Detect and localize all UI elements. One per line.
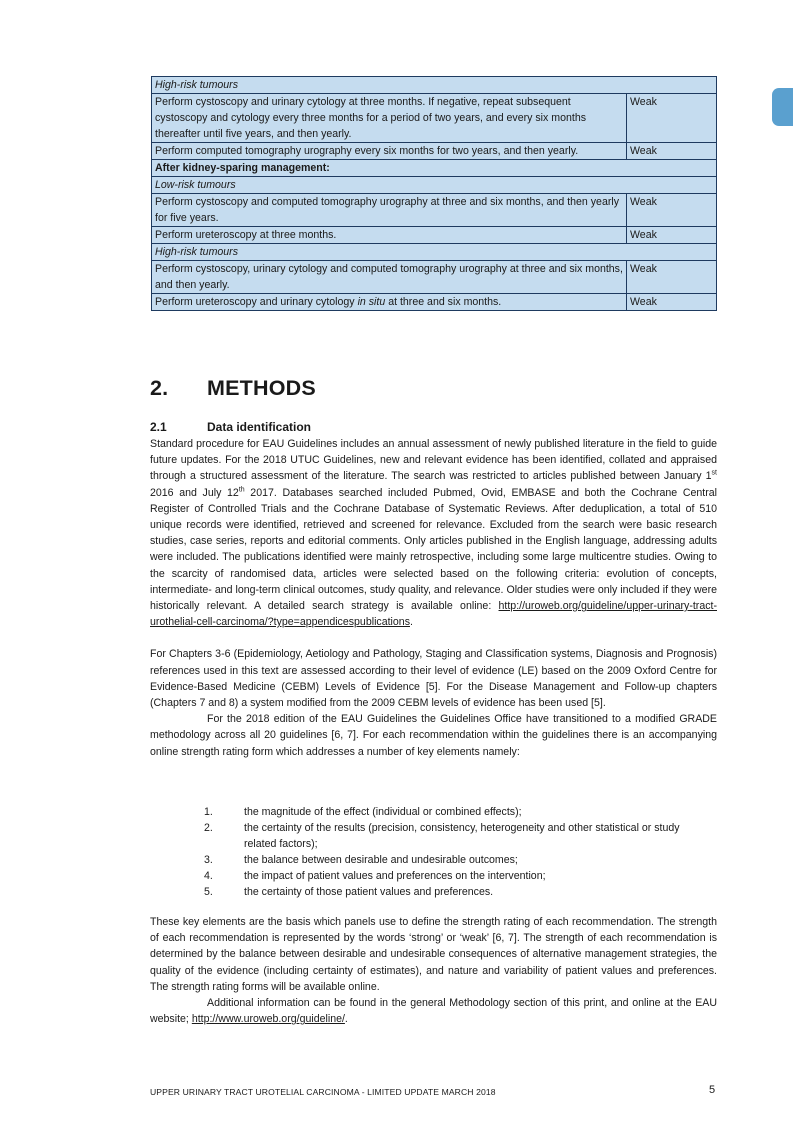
table-row: [152, 77, 717, 94]
paragraph-text: 2017. Databases searched included Pubmed, Ovid, EMBASE and both the Cochrane Central Register of Controlled Trials and the Cochrane Database of Systematic Reviews. After deduplication, a total of 510 unique records were identified, retrieved and screened for relevance. Excluded from the search were basic research studies, case series, reports and editorial comments. Only articles published in the English language, addressing adults were included. The publications identified were mainly retrospective, including some large multicentre studies. Owing to the scarcity of randomised data, articles were selected based on the following criteria: evolution of concepts, intermediate- and long-term clinical outcomes, study quality, and relevance. Older studies were only included if they were historically relevant. A detailed search strategy is available online:: [150, 486, 717, 613]
section-title: METHODS: [207, 376, 316, 400]
ordinal-suffix: st: [711, 469, 717, 477]
list-item: [196, 804, 696, 820]
paragraph-grade-methodology: For the 2018 edition of the EAU Guidelines the Guidelines Office have transitioned to a modified GRADE methodology across all 20 guidelines [6, 7]. For each recommendation within the guidelines there is an accompanying online strength rating form which addresses a number of key elements namely:: [150, 713, 717, 758]
list-item: [196, 852, 696, 868]
recommendation-text-end: at three and six months.: [385, 296, 502, 308]
ordinal-suffix: th: [238, 486, 245, 494]
subsection-title: Data identification: [207, 420, 312, 434]
paragraph-text: .: [344, 1013, 348, 1026]
table-row: [152, 160, 717, 177]
table-subheading: High-risk tumours: [152, 77, 717, 94]
paragraph-levels-of-evidence: For Chapters 3-6 (Epidemiology, Aetiology and Pathology, Staging and Classification systems, Diagnosis and Prognosis) references used in this text are assessed according to their level of evidence (LE) based on the 2009 Oxford Centre for Evidence-Based Medicine (CEBM) Levels of Evidence [5]. For the Disease Management and Follow-up chapters (Chapters 7 and 8) a system modified from the 2009 CEBM levels of evidence has been used [5].: [150, 648, 717, 710]
key-elements-list: [196, 804, 696, 900]
page-number: 5: [709, 1084, 716, 1096]
table-row: [152, 143, 717, 160]
section-number: 2.: [150, 376, 169, 400]
list-number: 3.: [204, 854, 213, 866]
list-item: [196, 820, 696, 852]
list-number: 4.: [204, 870, 213, 882]
paragraph-data-identification: [150, 436, 717, 630]
strength-rating: Weak: [627, 261, 717, 294]
recommendation-text: [152, 294, 627, 311]
table-subheading: Low-risk tumours: [152, 177, 717, 194]
list-number: 1.: [204, 806, 213, 818]
strength-rating: Weak: [627, 227, 717, 244]
strength-rating: Weak: [627, 194, 717, 227]
footer-title: UPPER URINARY TRACT UROTELIAL CARCINOMA - LIMITED UPDATE MARCH 2018: [150, 1087, 496, 1097]
methods-body: [150, 436, 717, 760]
table-row: [152, 94, 717, 143]
table-row: [152, 177, 717, 194]
subsection-number: 2.1: [150, 420, 167, 434]
paragraph-text: Additional information can be found in the general Methodology section of this print, and online at the EAU website;: [150, 997, 717, 1026]
recommendation-text: Perform cystoscopy and computed tomography urography at three and six months, and then yearly for five years.: [152, 194, 627, 227]
list-item: [196, 868, 696, 884]
strength-rating: Weak: [627, 143, 717, 160]
table-row: [152, 294, 717, 311]
recommendation-text: Perform ureteroscopy at three months.: [152, 227, 627, 244]
paragraph-strength-rating: These key elements are the basis which panels use to define the strength rating of each recommendation. The strength of each recommendation is represented by the words ‘strong’ or ‘weak’ [6, 7]. The strength of each recommendation is determined by the balance between desirable and undesirable consequences of alternative management strategies, the quality of the evidence (including certainty of estimates), and nature and variability of patient values and preferences. The strength rating forms will be available online.: [150, 916, 717, 993]
recommendation-text-start: Perform ureteroscopy and urinary cytology: [155, 296, 358, 308]
strength-rating: Weak: [627, 294, 717, 311]
uroweb-guideline-link[interactable]: http://www.uroweb.org/guideline/: [191, 1013, 345, 1026]
list-item: [196, 884, 696, 900]
recommendation-text: Perform cystoscopy and urinary cytology at three months. If negative, repeat subsequent cystoscopy and cytology every three months for a period of two years, and every six months thereafter until five years, and then yearly.: [152, 94, 627, 143]
recommendation-text: Perform computed tomography urography every six months for two years, and then yearly.: [152, 143, 627, 160]
list-text: the balance between desirable and undesirable outcomes;: [244, 854, 518, 866]
table-row: [152, 194, 717, 227]
paragraph-text: Standard procedure for EAU Guidelines includes an annual assessment of newly published literature in the field to guide future updates. For the 2018 UTUC Guidelines, new and relevant evidence has been identified, collated and appraised through a structured assessment of the literature. The search was restricted to articles published between January 1: [150, 438, 717, 483]
section-heading: [150, 376, 316, 401]
table-row: [152, 227, 717, 244]
paragraph-text: 2016 and July 12: [150, 486, 239, 499]
strength-rating: Weak: [627, 94, 717, 143]
in-situ-term: in situ: [357, 296, 386, 308]
appendices-link[interactable]: http://uroweb.org/guideline/upper-urinary-tract-urothelial-cell-carcinoma/?type=appendicespublications: [150, 600, 717, 629]
recommendation-text: Perform cystoscopy, urinary cytology and computed tomography urography at three and six months, and then yearly.: [152, 261, 627, 294]
list-text: the impact of patient values and preferences on the intervention;: [244, 870, 546, 882]
list-number: 2.: [204, 822, 213, 834]
methods-body-continued: [150, 914, 717, 1027]
list-text: the magnitude of the effect (individual or combined effects);: [244, 806, 522, 818]
chapter-tab: [772, 88, 793, 126]
subsection-heading: [150, 420, 311, 434]
paragraph-additional-info: [150, 995, 717, 1027]
list-number: 5.: [204, 886, 213, 898]
table-row: [152, 261, 717, 294]
recommendations-table: [151, 76, 717, 311]
table-subheading: High-risk tumours: [152, 244, 717, 261]
table-row: [152, 244, 717, 261]
paragraph-text: .: [410, 616, 413, 629]
table-heading: After kidney-sparing management:: [152, 160, 717, 177]
list-text: the certainty of the results (precision, consistency, heterogeneity and other statistical or study related factors);: [244, 822, 680, 850]
list-text: the certainty of those patient values and preferences.: [244, 886, 494, 898]
